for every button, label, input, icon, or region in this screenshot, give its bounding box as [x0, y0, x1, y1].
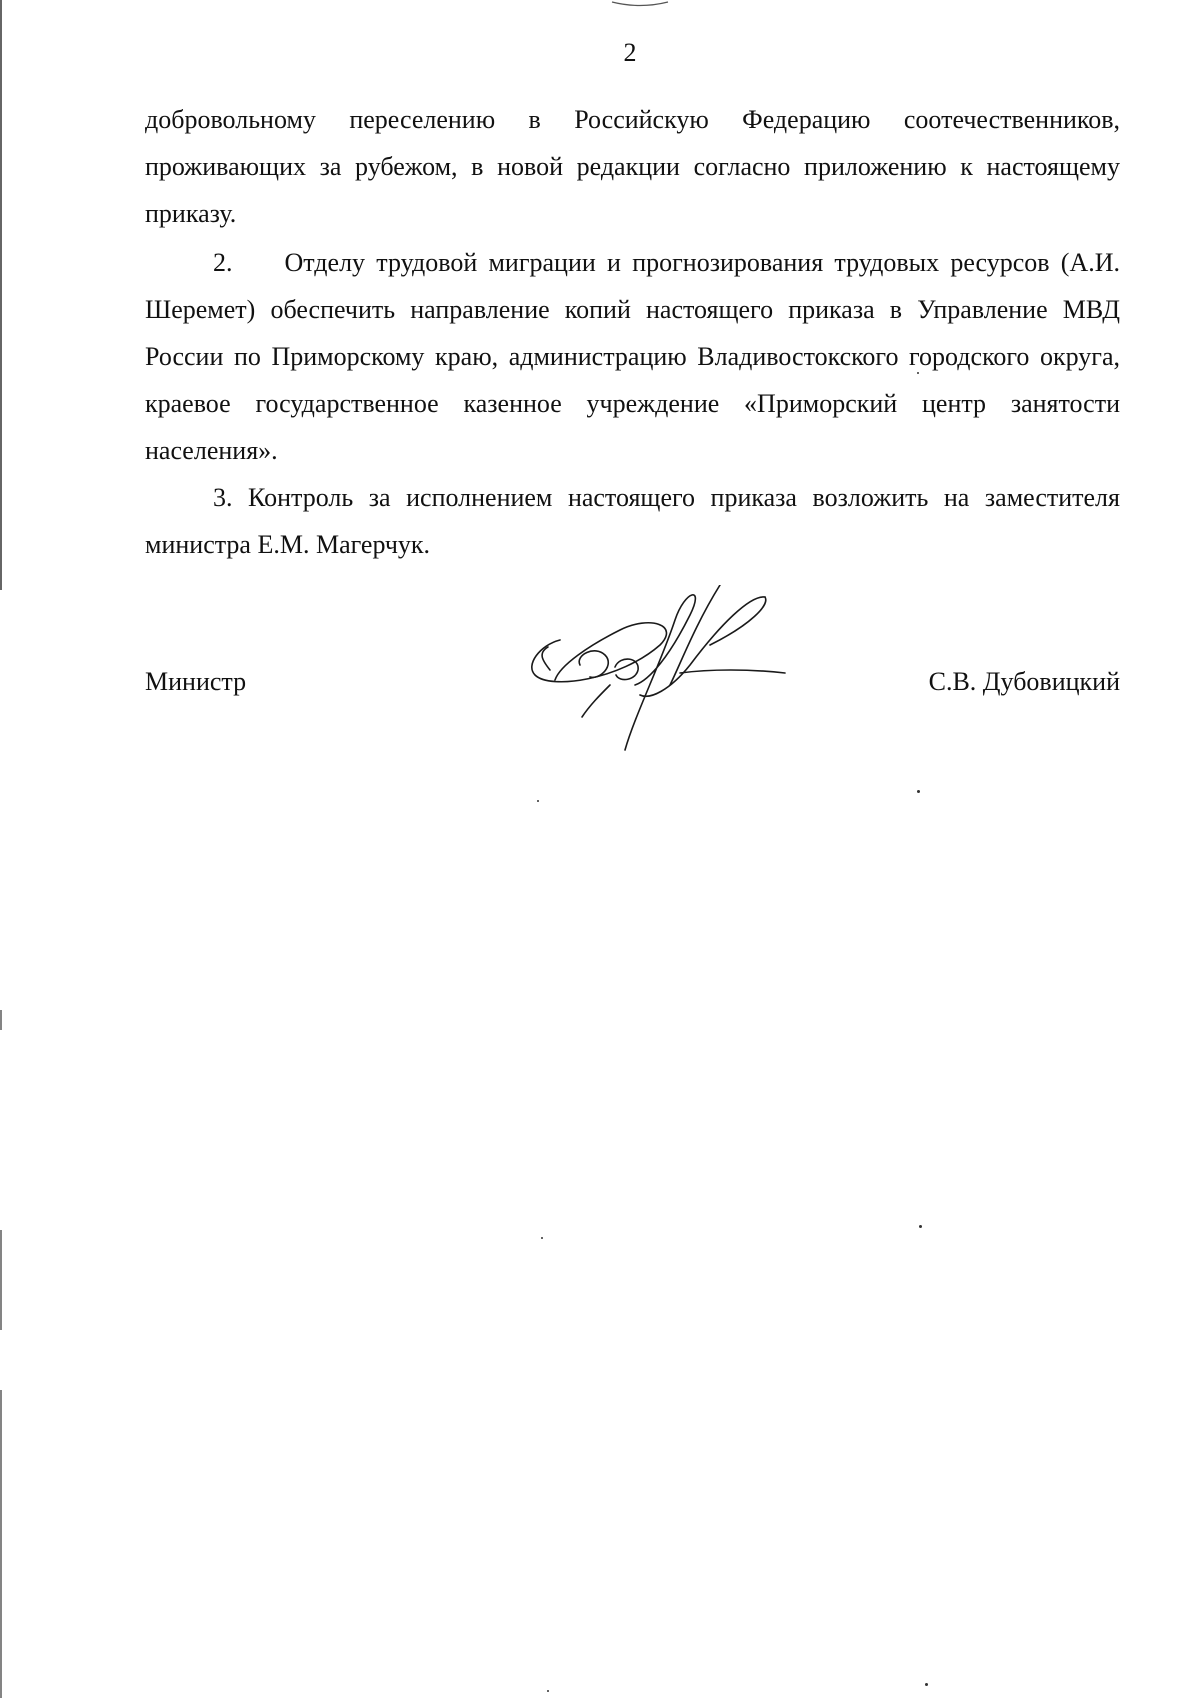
signer-position: Министр	[145, 667, 247, 696]
page-number: 2	[623, 38, 637, 67]
paragraph-continuation: добровольному переселению в Российскую Федерацию соотечественников, проживающих за рубежом, в новой редакции согласно приложению к настоящему приказу.	[145, 105, 1120, 228]
paragraph-item-3: 3. Контроль за исполнением настоящего приказа возложить на заместителя министра Е.М. Магерчук.	[145, 483, 1120, 559]
scan-left-edge	[0, 0, 3, 1698]
scan-speck	[925, 1683, 928, 1686]
scan-speck	[917, 372, 919, 374]
paragraph-item-2: 2. Отделу трудовой миграции и прогнозирования трудовых ресурсов (А.И. Шеремет) обеспечить направление копий настоящего приказа в Управление МВД России по Приморскому краю, администрацию Владивостокского городского округа, краевое государственное казенное учреждение «Приморский центр занятости населения».	[145, 248, 1120, 465]
scan-speck	[537, 800, 539, 802]
scan-speck	[547, 1690, 549, 1692]
scan-speck	[541, 1237, 543, 1239]
signer-name: С.В. Дубовицкий	[928, 667, 1120, 696]
scan-top-mark	[610, 0, 670, 10]
handwritten-signature	[520, 585, 810, 755]
scan-speck	[917, 790, 920, 793]
scan-speck	[919, 1225, 922, 1228]
